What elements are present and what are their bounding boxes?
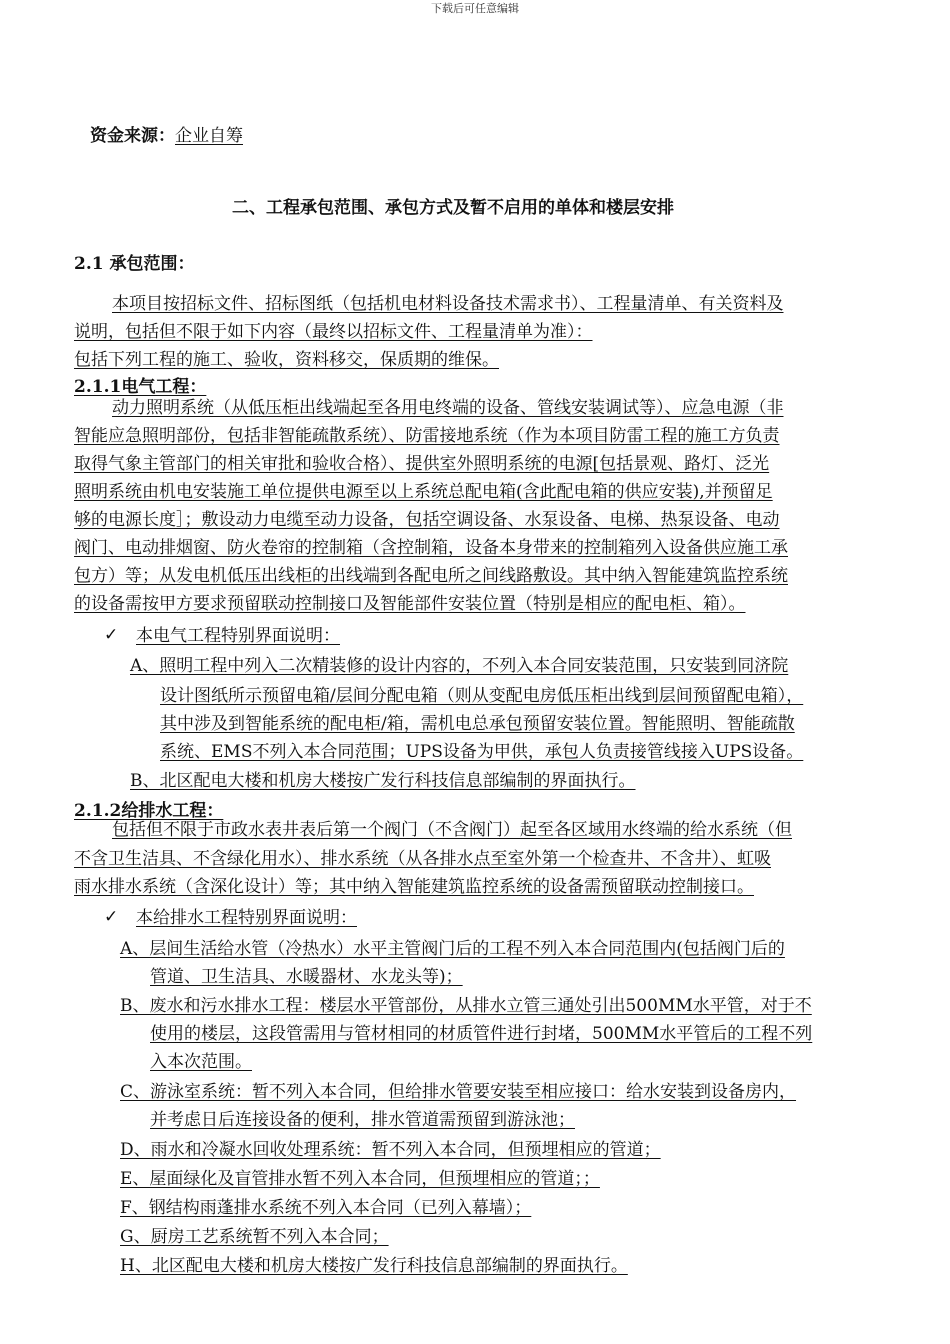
heading-2-1: 2.1 承包范围：	[74, 254, 195, 274]
water-note-line: 并考虑日后连接设备的便利，排水管道需预留到游泳池；	[150, 1110, 575, 1130]
elec-line: 够的电源长度］；敷设动力电缆至动力设备，包括空调设备、水泵设备、电梯、热泵设备、电动	[74, 510, 780, 530]
elec-note-line: 其中涉及到智能系统的配电柜/箱，需机电总承包预留安装位置。智能照明、智能疏散	[160, 714, 795, 734]
elec-line: 包方）等；从发电机低压出线柜的出线端到各配电所之间线路敷设。其中纳入智能建筑监控系统	[74, 566, 788, 586]
water-note-line: H、北区配电大楼和机房大楼按广发行科技信息部编制的界面执行。	[120, 1256, 628, 1276]
water-note-line: D、雨水和冷凝水回收处理系统：暂不列入本合同，但预埋相应的管道；	[120, 1140, 661, 1160]
water-line: 不含卫生洁具、不含绿化用水）、排水系统（从各排水点至室外第一个检查井、不含井）、虹吸	[74, 849, 771, 869]
water-note-title: 本给排水工程特别界面说明：	[136, 908, 357, 928]
elec-line: 阀门、电动排烟窗、防火卷帘的控制箱（含控制箱，设备本身带来的控制箱列入设备供应施工承	[74, 538, 788, 558]
water-note-line: E、屋面绿化及盲管排水暂不列入本合同，但预埋相应的管道；；	[120, 1169, 600, 1189]
checkmark-icon: ✓	[104, 907, 119, 927]
checkmark-icon: ✓	[104, 625, 119, 645]
water-note-line: C、游泳室系统：暂不列入本合同，但给排水管要安装至相应接口：给水安装到设备房内，	[120, 1082, 797, 1102]
water-note-line: G、厨房工艺系统暂不列入本合同；	[120, 1227, 389, 1247]
water-note-line: F、钢结构雨蓬排水系统不列入本合同（已列入幕墙）；	[120, 1198, 532, 1218]
water-note-line: B、废水和污水排水工程：楼层水平管部份，从排水立管三通处引出500MM水平管，对于不	[120, 996, 812, 1016]
elec-line: 智能应急照明部份，包括非智能疏散系统）、防雷接地系统（作为本项目防雷工程的施工方负责	[74, 426, 780, 446]
water-note-line: A、层间生活给水管（冷热水）水平主管阀门后的工程不列入本合同范围内(包括阀门后的	[120, 939, 785, 959]
heading-2-1-1: 2.1.1电气工程：	[74, 377, 207, 397]
intro-line: 本项目按招标文件、招标图纸（包括机电材料设备技术需求书）、工程量清单、有关资料及	[112, 294, 784, 314]
intro-line: 说明，包括但不限于如下内容（最终以招标文件、工程量清单为准）：	[74, 322, 593, 342]
elec-note-line: 系统、EMS不列入本合同范围；UPS设备为甲供，承包人负责接管线接入UPS设备。	[160, 742, 804, 762]
intro-line: 包括下列工程的施工、验收，资料移交，保质期的维保。	[74, 350, 499, 370]
elec-note-line: 设计图纸所示预留电箱/层间分配电箱（则从变配电房低压柜出线到层间预留配电箱），	[160, 686, 804, 706]
fund-value: 企业自筹	[175, 126, 243, 146]
elec-line: 的设备需按甲方要求预留联动控制接口及智能部件安装位置（特别是相应的配电柜、箱）。	[74, 594, 746, 614]
elec-note-line: B、北区配电大楼和机房大楼按广发行科技信息部编制的界面执行。	[130, 771, 636, 791]
fund-label: 资金来源：	[90, 126, 175, 146]
water-note-line: 使用的楼层，这段管需用与管材相同的材质管件进行封堵，500MM水平管后的工程不列	[150, 1024, 813, 1044]
page-header: 下载后可任意编辑	[431, 2, 519, 15]
elec-note-title: 本电气工程特别界面说明：	[136, 626, 340, 646]
water-note-line: 入本次范围。	[150, 1052, 252, 1072]
fund-source	[90, 126, 243, 146]
water-line: 雨水排水系统（含深化设计）等；其中纳入智能建筑监控系统的设备需预留联动控制接口。	[74, 877, 754, 897]
elec-line: 动力照明系统（从低压柜出线端起至各用电终端的设备、管线安装调试等）、应急电源（非	[112, 398, 784, 418]
water-line: 包括但不限于市政水表井表后第一个阀门（不含阀门）起至各区域用水终端的给水系统（但	[112, 820, 792, 840]
section-title: 二、工程承包范围、承包方式及暂不启用的单体和楼层安排	[232, 198, 674, 218]
elec-line: 取得气象主管部门的相关审批和验收合格）、提供室外照明系统的电源[包括景观、路灯、泛光	[74, 454, 770, 474]
elec-line: 照明系统由机电安装施工单位提供电源至以上系统总配电箱(含此配电箱的供应安装),并预留足	[74, 482, 773, 502]
elec-note-line: A、照明工程中列入二次精装修的设计内容的，不列入本合同安装范围，只安装到同济院	[130, 656, 789, 676]
heading-2-1-2: 2.1.2给排水工程：	[74, 801, 224, 821]
water-note-line: 管道、卫生洁具、水暖器材、水龙头等)；	[150, 967, 463, 987]
